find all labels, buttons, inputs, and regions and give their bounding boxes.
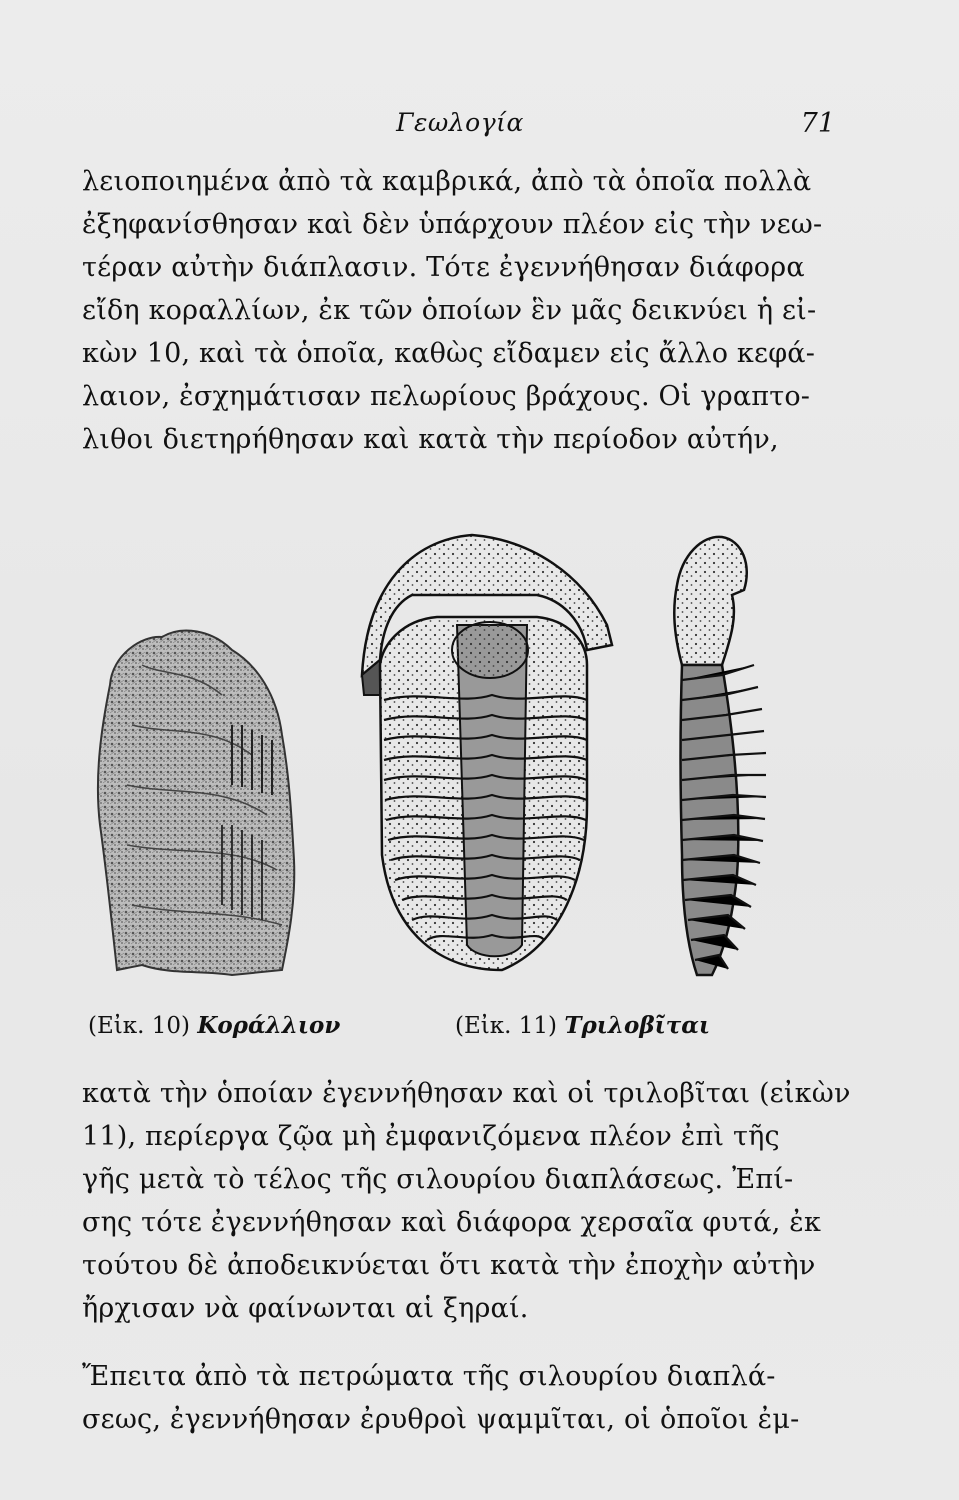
text-line: σεως, ἐγεννήθησαν ἐρυθροὶ ψαμμῖται, οἱ ὁποῖοι ἐμ- (82, 1404, 800, 1435)
figure-11-caption (455, 1012, 710, 1039)
text-line: λαιον, ἐσχημάτισαν πελωρίους βράχους. Οἱ γραπτο- (82, 381, 811, 412)
text-line: 11), περίεργα ζῷα μὴ ἐμφανιζόμενα πλέον ἐπὶ τῆς (82, 1121, 780, 1152)
text-line: Ἔπειτα ἀπὸ τὰ πετρώματα τῆς σιλουρίου διαπλά- (82, 1361, 776, 1392)
text-line: εἴδη κοραλλίων, ἐκ τῶν ὁποίων ἓν μᾶς δεικνύει ἡ εἰ- (82, 295, 817, 326)
paragraph-3 (82, 1355, 834, 1441)
text-line: λιθοι διετηρήθησαν καὶ κατὰ τὴν περίοδον αὐτήν, (82, 424, 779, 455)
paragraph-1 (82, 160, 834, 461)
text-line: ἐξηφανίσθησαν καὶ δὲν ὑπάρχουν πλέον εἰς τὴν νεω- (82, 209, 823, 240)
text-line: κατὰ τὴν ὁποίαν ἐγεννήθησαν καὶ οἱ τριλοβῖται (εἰκὼν (82, 1078, 851, 1109)
text-line: κὼν 10, καὶ τὰ ὁποῖα, καθὼς εἴδαμεν εἰς ἄλλο κεφά- (82, 338, 816, 369)
figure-11-number: (Εἰκ. 11) (455, 1013, 558, 1039)
coral-fossil-drawing (98, 631, 294, 975)
text-line: τούτου δὲ ἀποδεικνύεται ὅτι κατὰ τὴν ἐποχὴν αὐτὴν (82, 1250, 816, 1281)
text-line: ἤρχισαν νὰ φαίνωνται αἱ ξηραί. (82, 1293, 529, 1324)
figure-10-title: Κοράλλιον (197, 1012, 341, 1039)
figure-11-title: Τριλοβῖται (564, 1012, 711, 1039)
text-line: σης τότε ἐγεννήθησαν καὶ διάφορα χερσαῖα φυτά, ἐκ (82, 1207, 822, 1238)
trilobite-drawing-dorsal (362, 535, 612, 970)
text-line: λειοποιημένα ἀπὸ τὰ καμβρικά, ἀπὸ τὰ ὁποῖα πολλὰ (82, 166, 812, 197)
running-header-title: Γεωλογία (396, 108, 524, 137)
fossil-illustrations (82, 525, 842, 1010)
figure-10-caption (88, 1012, 340, 1039)
text-line: γῆς μετὰ τὸ τέλος τῆς σιλουρίου διαπλάσεως. Ἐπί- (82, 1164, 794, 1195)
paragraph-2 (82, 1072, 851, 1330)
page-number: 71 (800, 108, 835, 139)
trilobite-drawing-lateral (674, 537, 766, 975)
figure-10-number: (Εἰκ. 10) (88, 1013, 191, 1039)
text-line: τέραν αὐτὴν διάπλασιν. Τότε ἐγεννήθησαν διάφορα (82, 252, 805, 283)
